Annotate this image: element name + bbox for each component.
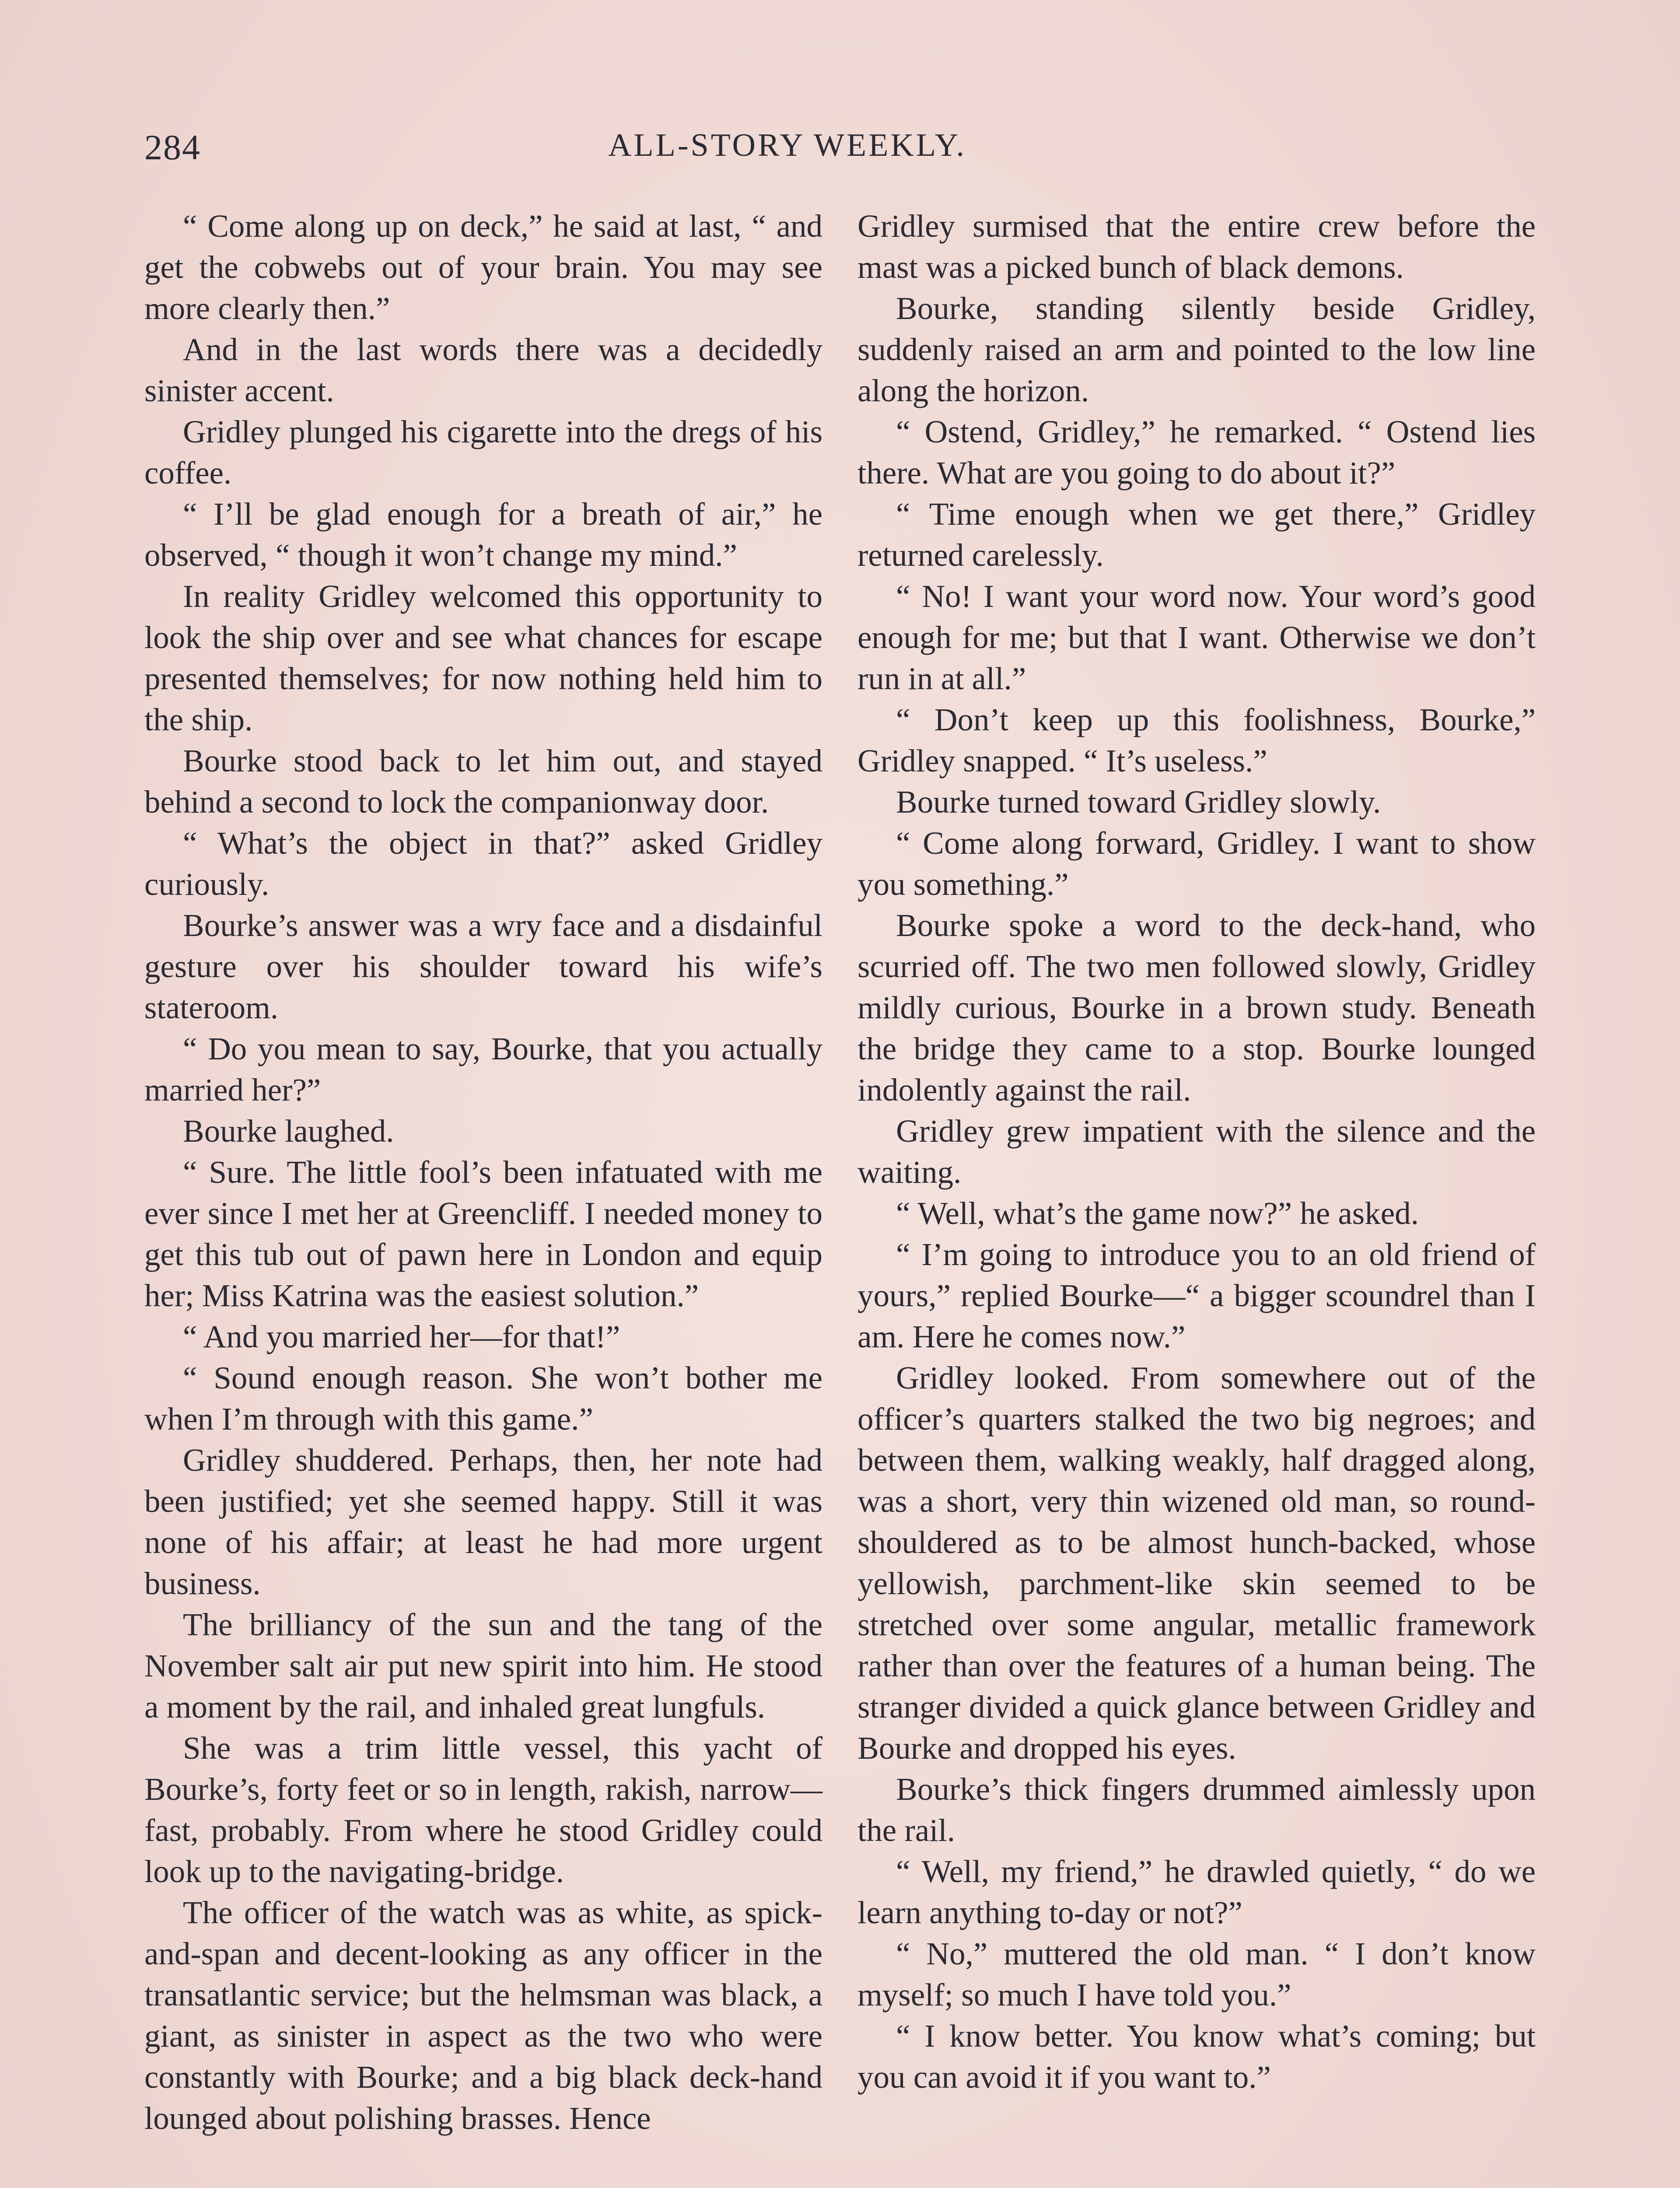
paragraph: “ I’m going to introduce you to an old friend of yours,” replied Bourke—“ a bigger scoundrel than I am. Here he comes now.” [858, 1237, 1536, 1354]
paragraph: Bourke laughed. [183, 1113, 394, 1149]
paragraph: In reality Gridley welcomed this opportunity to look the ship over and see what chances for escape presented themselves; for now nothing held him to the ship. [144, 579, 822, 737]
paragraph: “ No,” muttered the old man. “ I don’t know myself; so much I have told you.” [858, 1936, 1536, 2013]
paragraph: Bourke stood back to let him out, and stayed behind a second to lock the companionway door. [144, 743, 822, 820]
paragraph: “ Do you mean to say, Bourke, that you actually married her?” [144, 1031, 822, 1108]
paragraph: She was a trim little vessel, this yacht of Bourke’s, forty feet or so in length, rakish, narrow—fast, probably. From where he stood Gridley could look up to the navigating-bridge. [144, 1730, 822, 1889]
paragraph: Bourke spoke a word to the deck-hand, who scurried off. The two men followed slowly, Gridley mildly curious, Bourke in a brown study. Beneath the bridge they came to a stop. Bourke lounged indolently against the rail. [858, 908, 1536, 1108]
paragraph: Gridley shuddered. Perhaps, then, her note had been justified; yet she seemed happy. Still it was none of his affair; at least he had more urgent business. [144, 1442, 822, 1601]
paragraph: Gridley grew impatient with the silence and the waiting. [858, 1113, 1536, 1190]
paragraph: And in the last words there was a decidedly sinister accent. [144, 332, 822, 408]
paragraph: Gridley plunged his cigarette into the dregs of his coffee. [144, 414, 822, 491]
paragraph: “ Sure. The little fool’s been infatuated with me ever since I met her at Greencliff. I needed money to get this tub out of pawn here in London and equip her; Miss Katrina was the easiest solution.” [144, 1154, 822, 1313]
paragraph: The brilliancy of the sun and the tang of the November salt air put new spirit into him. He stood a moment by the rail, and inhaled great lungfuls. [144, 1607, 822, 1725]
paragraph: “ Sound enough reason. She won’t bother me when I’m through with this game.” [144, 1360, 822, 1437]
paragraph: “ Don’t keep up this foolishness, Bourke,” Gridley snapped. “ It’s useless.” [858, 702, 1536, 778]
paragraph: Bourke’s answer was a wry face and a disdainful gesture over his shoulder toward his wife’s stateroom. [144, 908, 822, 1025]
paragraph: “ Come along up on deck,” he said at last, “ and get the cobwebs out of your brain. You may see more clearly then.” [144, 208, 822, 326]
paragraph: “ No! I want your word now. Your word’s good enough for me; but that I want. Otherwise we don’t run in at all.” [858, 579, 1536, 696]
paragraph: “ Ostend, Gridley,” he remarked. “ Ostend lies there. What are you going to do about it?” [858, 414, 1536, 491]
paragraph: Bourke, standing silently beside Gridley, suddenly raised an arm and pointed to the low line along the horizon. [858, 291, 1536, 408]
paragraph: “ What’s the object in that?” asked Gridley curiously. [144, 825, 822, 902]
paragraph: “ And you married her—for that!” [183, 1319, 620, 1354]
paragraph: “ Well, my friend,” he drawled quietly, “ do we learn anything to-day or not?” [858, 1854, 1536, 1930]
paragraph: Bourke turned toward Gridley slowly. [896, 784, 1381, 820]
paragraph-continuation: Gridley surmised that the entire crew before the mast was a picked bunch of black demons. [858, 208, 1536, 285]
paragraph: “ Come along forward, Gridley. I want to show you something.” [858, 825, 1536, 902]
paragraph: The officer of the watch was as white, as spick-and-span and decent-looking as any officer in the transatlantic service; but the helmsman was black, a giant, as sinister in aspect as the two who were constantly with Bourke; and a big black deck-hand lounged about polishing brasses. Hence [144, 1895, 822, 2136]
right-column [858, 206, 1536, 2098]
page-number: 284 [144, 127, 201, 167]
running-title: ALL-STORY WEEKLY. [608, 127, 966, 163]
paragraph: “ Well, what’s the game now?” he asked. [896, 1196, 1419, 1231]
paragraph: “ Time enough when we get there,” Gridley returned carelessly. [858, 496, 1536, 573]
paragraph: Bourke’s thick fingers drummed aimlessly upon the rail. [858, 1771, 1536, 1848]
paragraph: Gridley looked. From somewhere out of the officer’s quarters stalked the two big negroes; and between them, walking weakly, half dragged along, was a short, very thin wizened old man, so round-shouldered as to be almost hunch-backed, whose yellowish, parchment-like skin seemed to be stretched over some angular, metallic framework rather than over the features of a human being. The stranger divided a quick glance between Gridley and Bourke and dropped his eyes. [858, 1360, 1536, 1766]
left-column [144, 206, 822, 2139]
paragraph: “ I’ll be glad enough for a breath of air,” he observed, “ though it won’t change my mind.” [144, 496, 822, 573]
paragraph: “ I know better. You know what’s coming; but you can avoid it if you want to.” [858, 2018, 1536, 2095]
page-header [144, 127, 1544, 175]
